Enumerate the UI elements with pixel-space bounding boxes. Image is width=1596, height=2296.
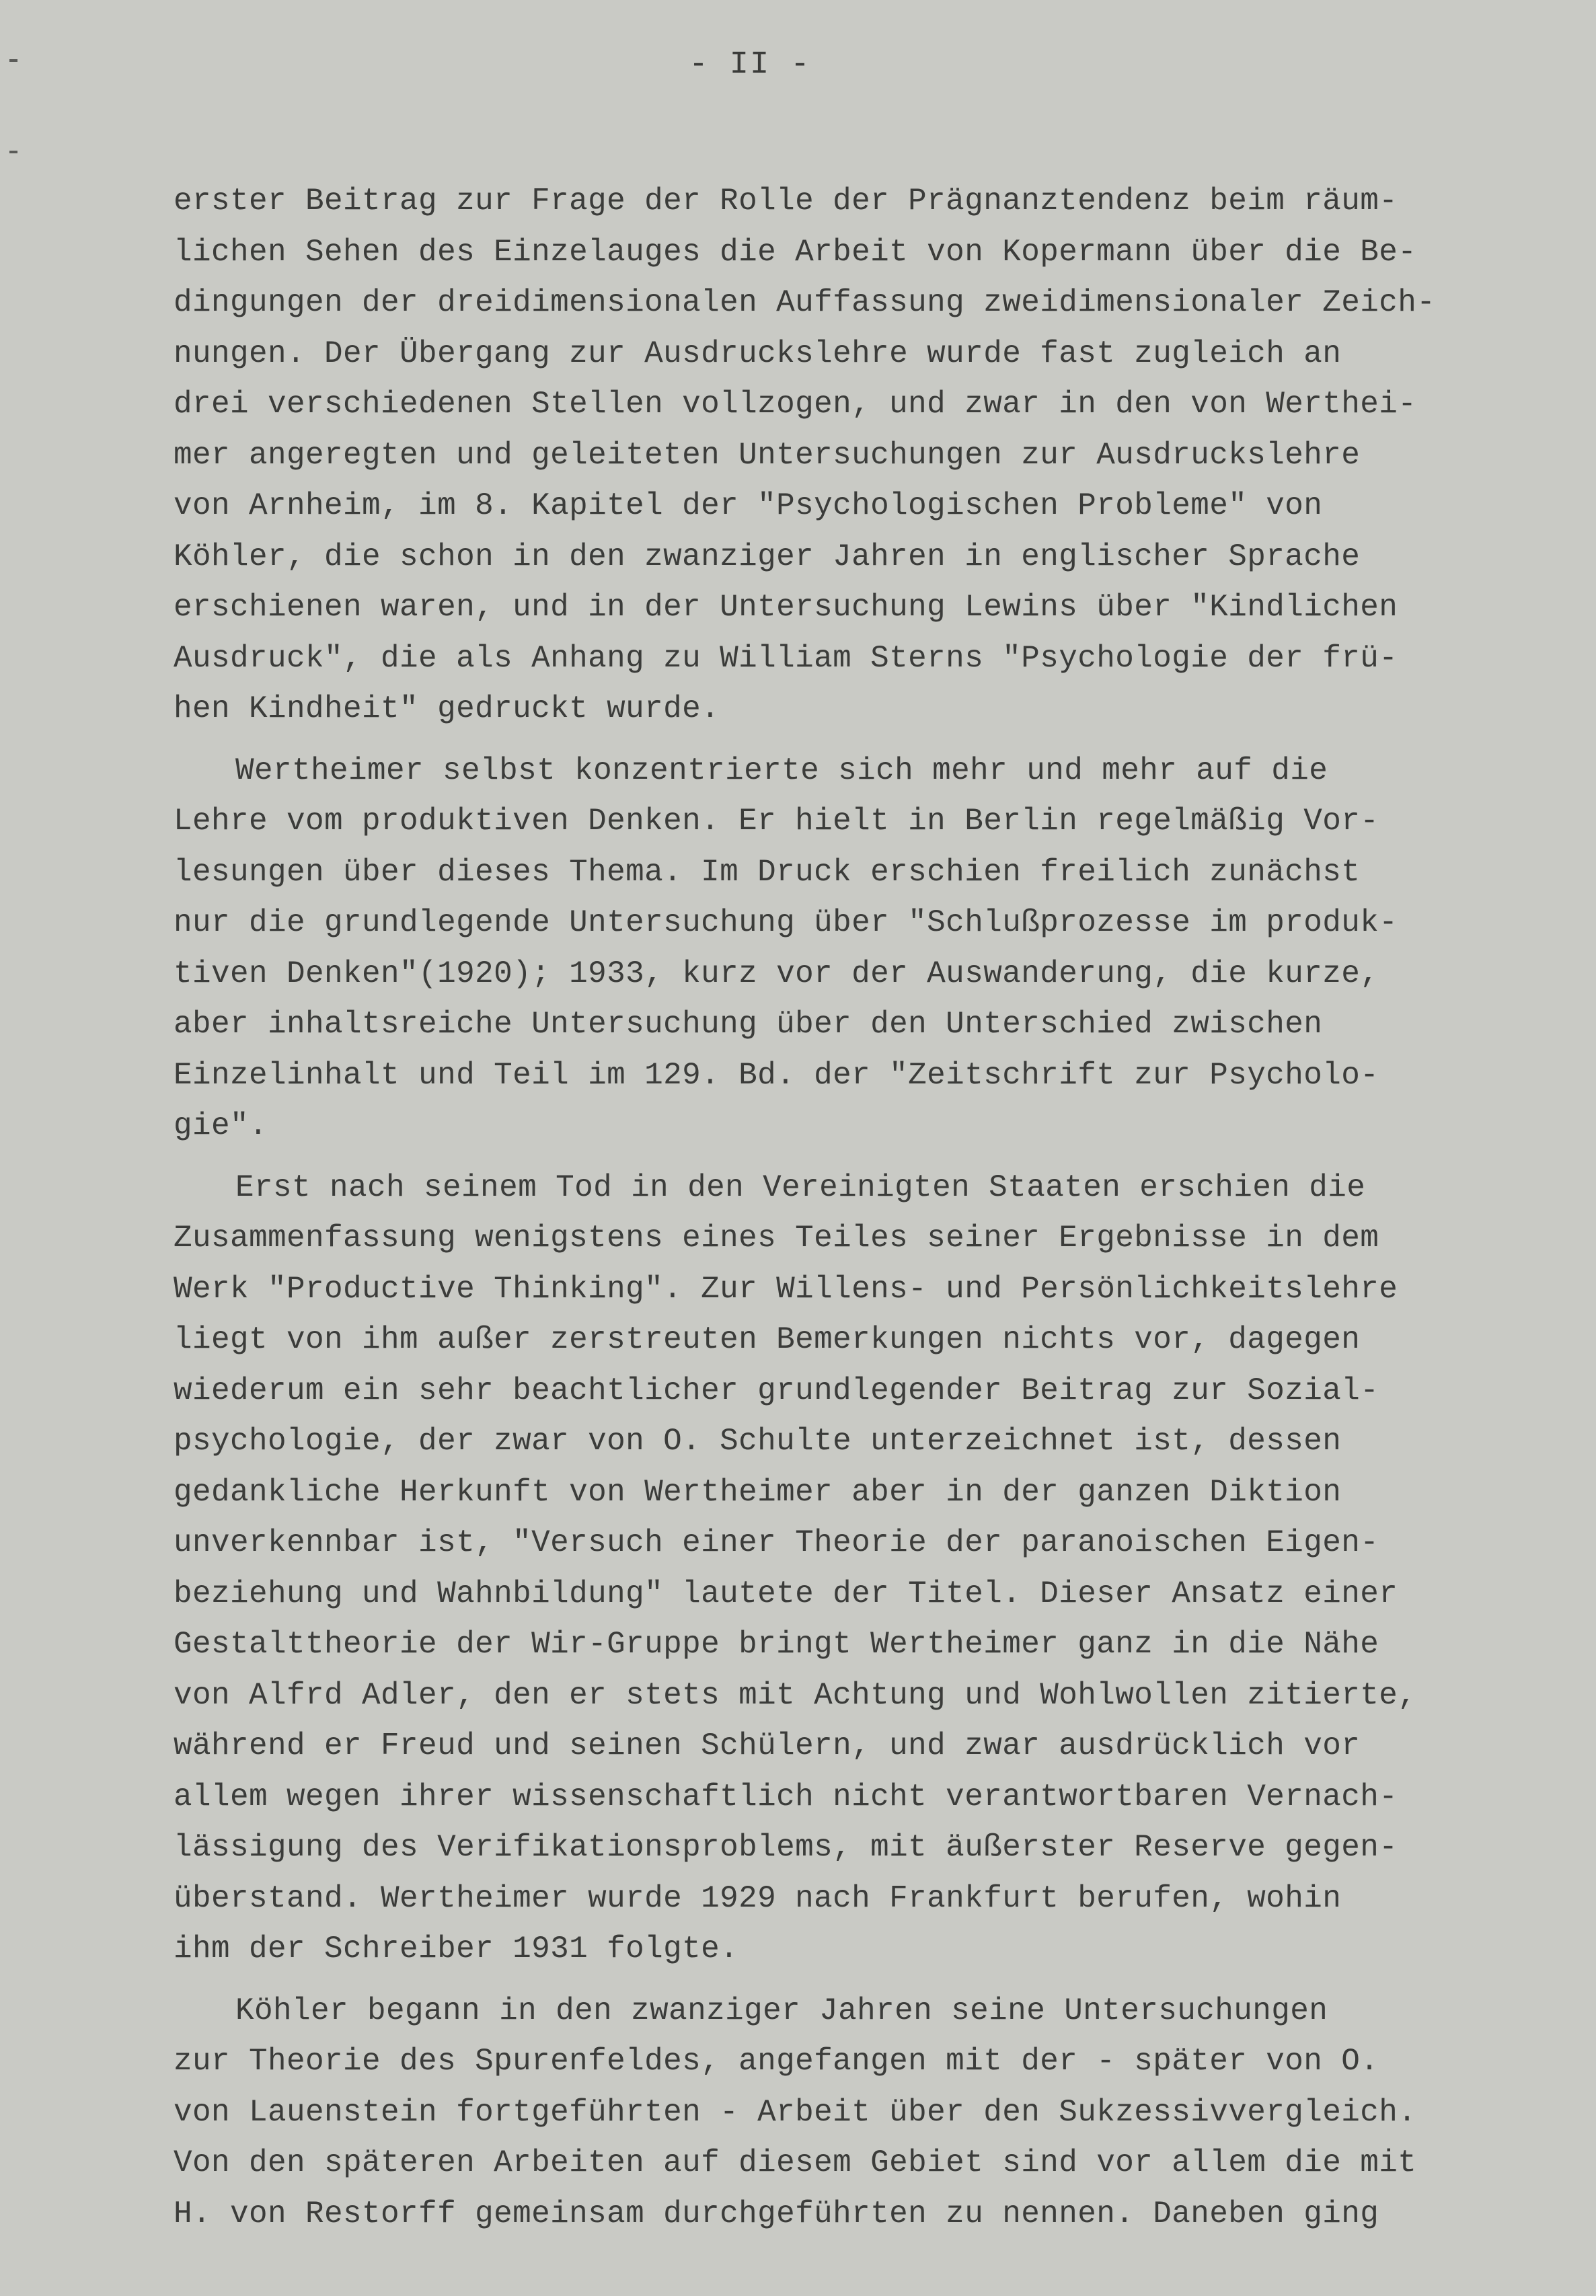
text-line: Wertheimer selbst konzentrierte sich mehr und mehr auf die xyxy=(235,753,1328,788)
text-line: Ausdruck", die als Anhang zu William Sterns "Psychologie der frü- xyxy=(174,640,1398,676)
text-line: beziehung und Wahnbildung" lautete der Titel. Dieser Ansatz einer xyxy=(174,1576,1398,1611)
text-line: aber inhaltsreiche Untersuchung über den Unterschied zwischen xyxy=(174,1007,1323,1042)
text-line: ihm der Schreiber 1931 folgte. xyxy=(174,1931,739,1966)
text-line: psychologie, der zwar von O. Schulte unterzeichnet ist, dessen xyxy=(174,1424,1342,1459)
paragraph xyxy=(174,1163,1572,1975)
text-line: überstand. Wertheimer wurde 1929 nach Frankfurt berufen, wohin xyxy=(174,1880,1342,1916)
text-line: von Arnheim, im 8. Kapitel der "Psychologischen Probleme" von xyxy=(174,488,1323,523)
text-line: zur Theorie des Spurenfeldes, angefangen mit der - später von O. xyxy=(174,2044,1379,2079)
text-line: tiven Denken"(1920); 1933, kurz vor der Auswanderung, die kurze, xyxy=(174,956,1379,991)
body-text xyxy=(174,176,1572,2240)
text-line: liegt von ihm außer zerstreuten Bemerkungen nichts vor, dagegen xyxy=(174,1322,1361,1357)
page-number: - II - xyxy=(689,47,811,83)
text-line: Lehre vom produktiven Denken. Er hielt in Berlin regelmäßig Vor- xyxy=(174,804,1379,839)
text-line: nungen. Der Übergang zur Ausdruckslehre wurde fast zugleich an xyxy=(174,336,1342,371)
text-line: nur die grundlegende Untersuchung über "Schlußprozesse im produk- xyxy=(174,905,1398,940)
text-line: Zusammenfassung wenigstens eines Teiles seiner Ergebnisse in dem xyxy=(174,1221,1379,1256)
text-line: drei verschiedenen Stellen vollzogen, und zwar in den von Werthei- xyxy=(174,387,1417,422)
text-line: von Lauenstein fortgeführten - Arbeit über den Sukzessivvergleich. xyxy=(174,2094,1417,2130)
text-line: gedankliche Herkunft von Wertheimer aber in der ganzen Diktion xyxy=(174,1474,1342,1510)
text-line: allem wegen ihrer wissenschaftlich nicht verantwortbaren Vernach- xyxy=(174,1779,1398,1814)
text-line: Von den späteren Arbeiten auf diesem Gebiet sind vor allem die mit xyxy=(174,2145,1417,2180)
text-line: während er Freud und seinen Schülern, und zwar ausdrücklich vor xyxy=(174,1728,1361,1763)
text-line: Gestalttheorie der Wir-Gruppe bringt Wertheimer ganz in die Nähe xyxy=(174,1627,1379,1662)
text-line: hen Kindheit" gedruckt wurde. xyxy=(174,691,720,726)
text-line: H. von Restorff gemeinsam durchgeführten zu nennen. Daneben ging xyxy=(174,2196,1379,2231)
paragraph xyxy=(174,1986,1572,2240)
text-line: unverkennbar ist, "Versuch einer Theorie der paranoischen Eigen- xyxy=(174,1525,1379,1560)
text-line: Köhler, die schon in den zwanziger Jahren in englischer Sprache xyxy=(174,539,1361,574)
text-line: dingungen der dreidimensionalen Auffassung zweidimensionaler Zeich- xyxy=(174,285,1436,320)
text-line: lichen Sehen des Einzelauges die Arbeit von Kopermann über die Be- xyxy=(174,234,1417,270)
text-line: erster Beitrag zur Frage der Rolle der Prägnanztendenz beim räum- xyxy=(174,184,1398,219)
text-line: erschienen waren, und in der Untersuchung Lewins über "Kindlichen xyxy=(174,590,1398,625)
text-line: Werk "Productive Thinking". Zur Willens- und Persönlichkeitslehre xyxy=(174,1271,1398,1307)
text-line: Erst nach seinem Tod in den Vereinigten Staaten erschien die xyxy=(235,1170,1366,1205)
margin-mark xyxy=(9,151,17,153)
text-line: lesungen über dieses Thema. Im Druck erschien freilich zunächst xyxy=(174,854,1361,890)
text-line: gie". xyxy=(174,1108,268,1143)
paragraph xyxy=(174,746,1572,1152)
text-line: von Alfrd Adler, den er stets mit Achtung und Wohlwollen zitierte, xyxy=(174,1677,1417,1713)
text-line: Einzelinhalt und Teil im 129. Bd. der "Zeitschrift zur Psycholo- xyxy=(174,1057,1379,1093)
text-line: mer angeregten und geleiteten Untersuchungen zur Ausdruckslehre xyxy=(174,437,1361,473)
text-line: wiederum ein sehr beachtlicher grundlegender Beitrag zur Sozial- xyxy=(174,1373,1379,1408)
text-line: lässigung des Verifikationsproblems, mit äußerster Reserve gegen- xyxy=(174,1830,1398,1865)
text-line: Köhler begann in den zwanziger Jahren seine Untersuchungen xyxy=(235,1993,1328,2028)
paragraph xyxy=(174,176,1572,735)
